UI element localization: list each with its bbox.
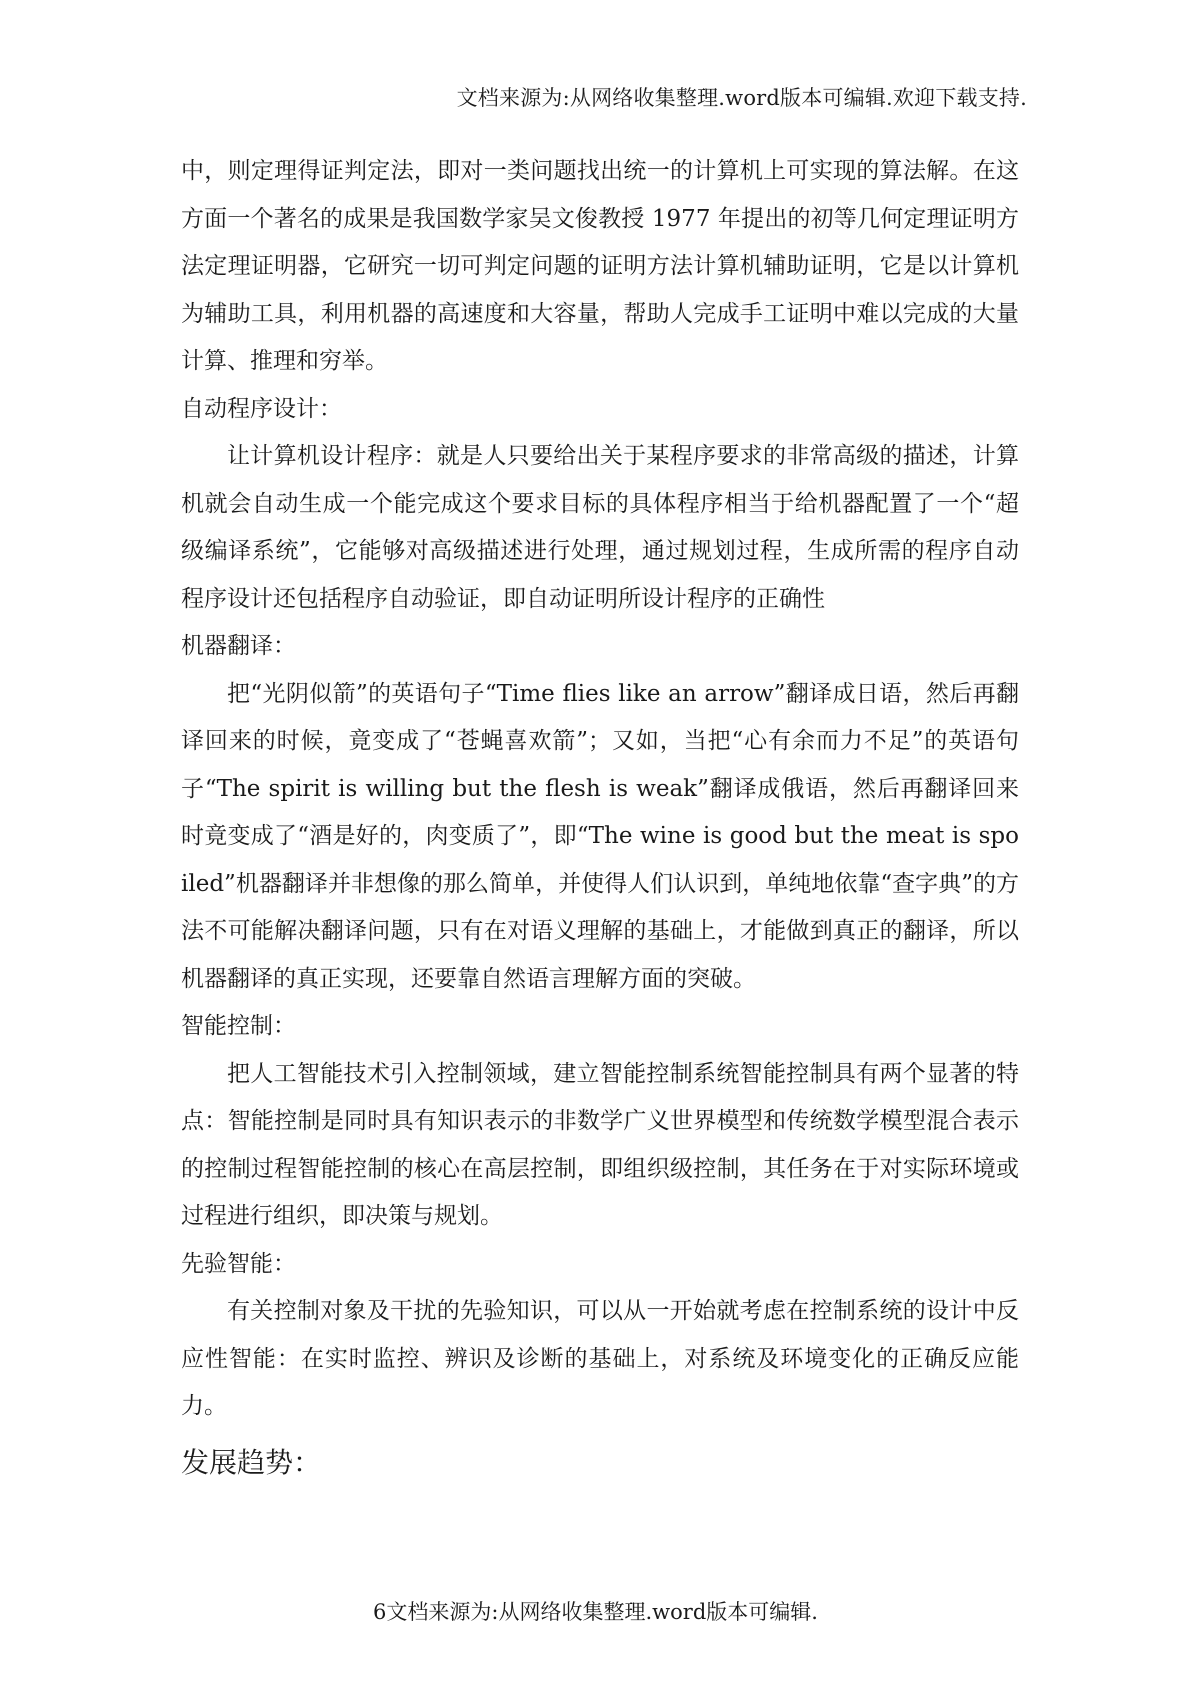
- section-label-automatic-programming: 自动程序设计：: [181, 395, 342, 422]
- page-footer: 6文档来源为:从网络收集整理.word版本可编辑.: [373, 1600, 818, 1624]
- page-header: 文档来源为:从网络收集整理.word版本可编辑.欢迎下载支持.: [456, 86, 1027, 110]
- paragraph-machine-translation: 把“光阴似箭”的英语句子“Time flies like an arrow”翻译成日语，然后再翻译回来的时候，竟变成了“苍蝇喜欢箭”；又如，当把“心有余而力不足”的英语句子“The spirit is willing but the flesh is weak”翻译成俄语，然后再翻译回来时竟变成了“酒是好的，肉变质了”，即“The wine is good but the meat is spoiled”机器翻译并非想像的那么简单，并使得人们认识到，单纯地依靠“查字典”的方法不可能解决翻译问题，只有在对语义理解的基础上，才能做到真正的翻译，所以机器翻译的真正实现，还要靠自然语言理解方面的突破。: [181, 680, 1019, 992]
- section-label-machine-translation: 机器翻译：: [181, 633, 296, 659]
- paragraph-intelligent-control: 把人工智能技术引入控制领域，建立智能控制系统智能控制具有两个显著的特点：智能控制是同时具有知识表示的非数学广义世界模型和传统数学模型混合表示的控制过程智能控制的核心在高层控制，即组织级控制，其任务在于对实际环境或过程进行组织，即决策与规划。: [181, 1060, 1019, 1229]
- document-body: [181, 148, 1019, 1489]
- paragraph-prior-intelligence: 有关控制对象及干扰的先验知识，可以从一开始就考虑在控制系统的设计中反应性智能：在实时监控、辨识及诊断的基础上，对系统及环境变化的正确反应能力。: [181, 1298, 1019, 1419]
- paragraph-theorem-proving: 中，则定理得证判定法，即对一类问题找出统一的计算机上可实现的算法解。在这方面一个著名的成果是我国数学家吴文俊教授 1977 年提出的初等几何定理证明方法定理证明器，它研究一切可判定问题的证明方法计算机辅助证明，它是以计算机为辅助工具，利用机器的高速度和大容量，帮助人完成手工证明中难以完成的大量计算、推理和穷举。: [181, 158, 1019, 374]
- section-heading-development-trend: 发展趋势：: [181, 1445, 322, 1479]
- section-label-prior-intelligence: 先验智能：: [181, 1250, 296, 1277]
- paragraph-automatic-programming: 让计算机设计程序：就是人只要给出关于某程序要求的非常高级的描述，计算机就会自动生成一个能完成这个要求目标的具体程序相当于给机器配置了一个“超级编译系统”，它能够对高级描述进行处理，通过规划过程，生成所需的程序自动程序设计还包括程序自动验证，即自动证明所设计程序的正确性: [181, 443, 1019, 612]
- section-label-intelligent-control: 智能控制：: [181, 1013, 296, 1039]
